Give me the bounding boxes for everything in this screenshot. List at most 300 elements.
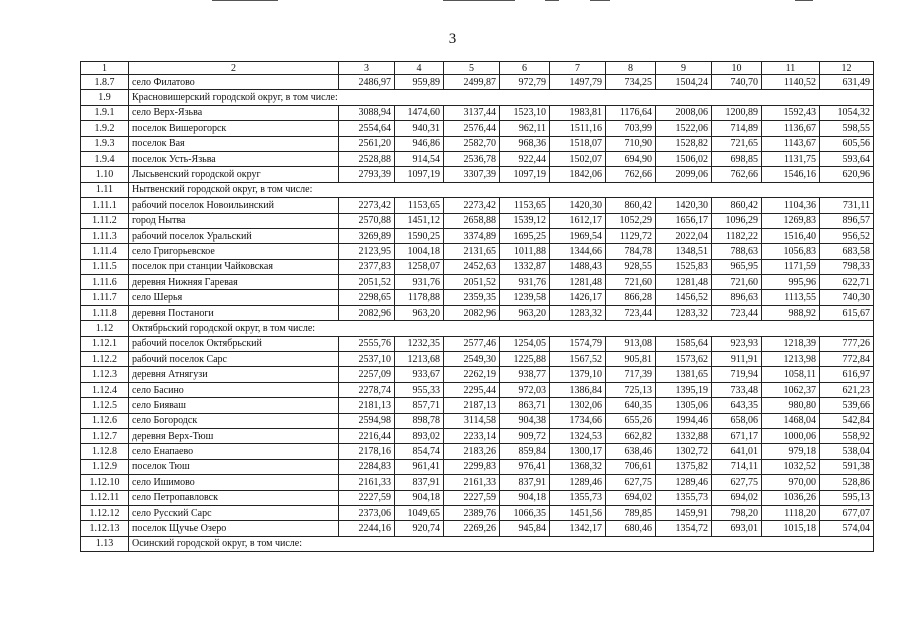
value-cell: 542,84 xyxy=(820,413,874,428)
value-cell: 631,49 xyxy=(820,75,874,90)
value-cell: 1695,25 xyxy=(500,228,550,243)
value-cell: 605,56 xyxy=(820,136,874,151)
row-code: 1.11.4 xyxy=(81,244,129,259)
value-cell: 693,01 xyxy=(712,521,762,536)
value-cell: 911,91 xyxy=(712,352,762,367)
table-row xyxy=(81,336,874,351)
value-cell: 1289,46 xyxy=(550,475,606,490)
value-cell: 784,78 xyxy=(606,244,656,259)
row-name: Осинский городской округ, в том числе: xyxy=(129,536,874,551)
value-cell: 905,81 xyxy=(606,352,656,367)
value-cell: 1375,82 xyxy=(656,459,712,474)
value-cell: 731,11 xyxy=(820,198,874,213)
value-cell: 788,63 xyxy=(712,244,762,259)
value-cell: 931,76 xyxy=(500,275,550,290)
value-cell: 955,33 xyxy=(395,382,444,397)
value-cell: 959,89 xyxy=(395,75,444,90)
value-cell: 2051,52 xyxy=(444,275,500,290)
row-name: рабочий поселок Октябрьский xyxy=(129,336,339,351)
table-body xyxy=(81,62,874,552)
row-code: 1.10 xyxy=(81,167,129,182)
value-cell: 1289,46 xyxy=(656,475,712,490)
value-cell: 2536,78 xyxy=(444,151,500,166)
row-code: 1.12.4 xyxy=(81,382,129,397)
value-cell: 2528,88 xyxy=(339,151,395,166)
value-cell: 1015,18 xyxy=(762,521,820,536)
value-cell: 1506,02 xyxy=(656,151,712,166)
value-cell: 963,20 xyxy=(395,305,444,320)
value-cell: 798,33 xyxy=(820,259,874,274)
row-code: 1.11.2 xyxy=(81,213,129,228)
value-cell: 1381,65 xyxy=(656,367,712,382)
row-code: 1.12.12 xyxy=(81,505,129,520)
value-cell: 898,78 xyxy=(395,413,444,428)
value-cell: 979,18 xyxy=(762,444,820,459)
value-cell: 1176,64 xyxy=(606,105,656,120)
value-cell: 2273,42 xyxy=(444,198,500,213)
table-row xyxy=(81,121,874,136)
value-cell: 837,91 xyxy=(500,475,550,490)
table-row xyxy=(81,151,874,166)
table-row xyxy=(81,198,874,213)
value-cell: 1239,58 xyxy=(500,290,550,305)
row-name: рабочий поселок Новоильинский xyxy=(129,198,339,213)
value-cell: 2499,87 xyxy=(444,75,500,90)
table-row xyxy=(81,382,874,397)
value-cell: 671,17 xyxy=(712,428,762,443)
value-cell: 922,44 xyxy=(500,151,550,166)
value-cell: 721,65 xyxy=(712,136,762,151)
row-code: 1.11 xyxy=(81,182,129,197)
row-name: поселок Вишерогорск xyxy=(129,121,339,136)
table-row xyxy=(81,275,874,290)
value-cell: 2227,59 xyxy=(339,490,395,505)
value-cell: 2051,52 xyxy=(339,275,395,290)
row-name: село Богородск xyxy=(129,413,339,428)
value-cell: 2561,20 xyxy=(339,136,395,151)
value-cell: 928,55 xyxy=(606,259,656,274)
value-cell: 2295,44 xyxy=(444,382,500,397)
value-cell: 1066,35 xyxy=(500,505,550,520)
row-code: 1.12.13 xyxy=(81,521,129,536)
value-cell: 3137,44 xyxy=(444,105,500,120)
value-cell: 1656,17 xyxy=(656,213,712,228)
value-cell: 539,66 xyxy=(820,398,874,413)
value-cell: 1612,17 xyxy=(550,213,606,228)
value-cell: 1502,07 xyxy=(550,151,606,166)
value-cell: 694,02 xyxy=(606,490,656,505)
row-code: 1.12.9 xyxy=(81,459,129,474)
value-cell: 1283,32 xyxy=(550,305,606,320)
value-cell: 904,18 xyxy=(500,490,550,505)
value-cell: 2269,26 xyxy=(444,521,500,536)
value-cell: 703,99 xyxy=(606,121,656,136)
value-cell: 1302,06 xyxy=(550,398,606,413)
value-cell: 2123,95 xyxy=(339,244,395,259)
value-cell: 2284,83 xyxy=(339,459,395,474)
value-cell: 2452,63 xyxy=(444,259,500,274)
table-row xyxy=(81,352,874,367)
value-cell: 1368,32 xyxy=(550,459,606,474)
table-row xyxy=(81,259,874,274)
value-cell: 1511,16 xyxy=(550,121,606,136)
value-cell: 1574,79 xyxy=(550,336,606,351)
value-cell: 680,46 xyxy=(606,521,656,536)
value-cell: 762,66 xyxy=(606,167,656,182)
value-cell: 1592,43 xyxy=(762,105,820,120)
value-cell: 2359,35 xyxy=(444,290,500,305)
value-cell: 1504,24 xyxy=(656,75,712,90)
row-name: село Шерья xyxy=(129,290,339,305)
value-cell: 860,42 xyxy=(712,198,762,213)
value-cell: 1140,52 xyxy=(762,75,820,90)
value-cell: 1213,98 xyxy=(762,352,820,367)
row-code: 1.12.2 xyxy=(81,352,129,367)
header-cell: 1 xyxy=(81,62,129,75)
value-cell: 595,13 xyxy=(820,490,874,505)
top-rule-mid-3 xyxy=(590,0,610,1)
table-row xyxy=(81,413,874,428)
row-name: село Басино xyxy=(129,382,339,397)
top-rule-right xyxy=(795,0,813,1)
value-cell: 3307,39 xyxy=(444,167,500,182)
value-cell: 1355,73 xyxy=(550,490,606,505)
table-row xyxy=(81,228,874,243)
value-cell: 762,66 xyxy=(712,167,762,182)
value-cell: 976,41 xyxy=(500,459,550,474)
value-cell: 2299,83 xyxy=(444,459,500,474)
value-cell: 1342,17 xyxy=(550,521,606,536)
value-cell: 620,96 xyxy=(820,167,874,182)
value-cell: 1426,17 xyxy=(550,290,606,305)
value-cell: 972,03 xyxy=(500,382,550,397)
top-rule-left xyxy=(212,0,278,1)
value-cell: 640,35 xyxy=(606,398,656,413)
value-cell: 2257,09 xyxy=(339,367,395,382)
value-cell: 615,67 xyxy=(820,305,874,320)
row-code: 1.12.11 xyxy=(81,490,129,505)
value-cell: 2131,65 xyxy=(444,244,500,259)
row-name: деревня Постаноги xyxy=(129,305,339,320)
value-cell: 995,96 xyxy=(762,275,820,290)
header-cell: 6 xyxy=(500,62,550,75)
value-cell: 1459,91 xyxy=(656,505,712,520)
row-name: Красновишерский городской округ, в том числе: xyxy=(129,90,874,105)
value-cell: 3114,58 xyxy=(444,413,500,428)
table-row xyxy=(81,213,874,228)
value-cell: 2227,59 xyxy=(444,490,500,505)
value-cell: 1379,10 xyxy=(550,367,606,382)
value-cell: 1036,26 xyxy=(762,490,820,505)
row-code: 1.12.5 xyxy=(81,398,129,413)
value-cell: 3269,89 xyxy=(339,228,395,243)
row-code: 1.11.8 xyxy=(81,305,129,320)
header-cell: 12 xyxy=(820,62,874,75)
value-cell: 913,08 xyxy=(606,336,656,351)
value-cell: 777,26 xyxy=(820,336,874,351)
value-cell: 2577,46 xyxy=(444,336,500,351)
value-cell: 1468,04 xyxy=(762,413,820,428)
value-cell: 1528,82 xyxy=(656,136,712,151)
row-code: 1.9.3 xyxy=(81,136,129,151)
value-cell: 698,85 xyxy=(712,151,762,166)
row-code: 1.13 xyxy=(81,536,129,551)
value-cell: 923,93 xyxy=(712,336,762,351)
value-cell: 1842,06 xyxy=(550,167,606,182)
value-cell: 2161,33 xyxy=(339,475,395,490)
table-row xyxy=(81,475,874,490)
row-code: 1.11.6 xyxy=(81,275,129,290)
value-cell: 1213,68 xyxy=(395,352,444,367)
value-cell: 1129,72 xyxy=(606,228,656,243)
value-cell: 1056,83 xyxy=(762,244,820,259)
value-cell: 1225,88 xyxy=(500,352,550,367)
header-cell: 4 xyxy=(395,62,444,75)
header-cell: 3 xyxy=(339,62,395,75)
value-cell: 980,80 xyxy=(762,398,820,413)
value-cell: 1000,06 xyxy=(762,428,820,443)
value-cell: 643,35 xyxy=(712,398,762,413)
value-cell: 1096,29 xyxy=(712,213,762,228)
row-name: село Ишимово xyxy=(129,475,339,490)
value-cell: 2099,06 xyxy=(656,167,712,182)
row-code: 1.12.7 xyxy=(81,428,129,443)
value-cell: 1171,59 xyxy=(762,259,820,274)
table-row xyxy=(81,136,874,151)
table-row xyxy=(81,367,874,382)
value-cell: 538,04 xyxy=(820,444,874,459)
table-row xyxy=(81,305,874,320)
value-cell: 1281,48 xyxy=(550,275,606,290)
value-cell: 1143,67 xyxy=(762,136,820,151)
value-cell: 2549,30 xyxy=(444,352,500,367)
value-cell: 2178,16 xyxy=(339,444,395,459)
header-cell: 10 xyxy=(712,62,762,75)
value-cell: 920,74 xyxy=(395,521,444,536)
value-cell: 904,18 xyxy=(395,490,444,505)
value-cell: 2582,70 xyxy=(444,136,500,151)
value-cell: 1153,65 xyxy=(395,198,444,213)
row-code: 1.12.10 xyxy=(81,475,129,490)
value-cell: 946,86 xyxy=(395,136,444,151)
value-cell: 1332,88 xyxy=(656,428,712,443)
value-cell: 2377,83 xyxy=(339,259,395,274)
value-cell: 970,00 xyxy=(762,475,820,490)
value-cell: 857,71 xyxy=(395,398,444,413)
table-row xyxy=(81,167,874,182)
value-cell: 2658,88 xyxy=(444,213,500,228)
value-cell: 638,46 xyxy=(606,444,656,459)
value-cell: 961,41 xyxy=(395,459,444,474)
value-cell: 2181,13 xyxy=(339,398,395,413)
value-cell: 717,39 xyxy=(606,367,656,382)
value-cell: 1488,43 xyxy=(550,259,606,274)
row-name: поселок при станции Чайковская xyxy=(129,259,339,274)
value-cell: 933,67 xyxy=(395,367,444,382)
value-cell: 723,44 xyxy=(712,305,762,320)
row-code: 1.9 xyxy=(81,90,129,105)
section-row xyxy=(81,90,874,105)
value-cell: 2278,74 xyxy=(339,382,395,397)
value-cell: 2273,42 xyxy=(339,198,395,213)
row-name: поселок Щучье Озеро xyxy=(129,521,339,536)
value-cell: 2008,06 xyxy=(656,105,712,120)
value-cell: 931,76 xyxy=(395,275,444,290)
value-cell: 694,02 xyxy=(712,490,762,505)
top-rule-mid-2 xyxy=(545,0,559,1)
value-cell: 1153,65 xyxy=(500,198,550,213)
value-cell: 2373,06 xyxy=(339,505,395,520)
value-cell: 965,95 xyxy=(712,259,762,274)
row-name: село Филатово xyxy=(129,75,339,90)
value-cell: 1178,88 xyxy=(395,290,444,305)
value-cell: 860,42 xyxy=(606,198,656,213)
value-cell: 1573,62 xyxy=(656,352,712,367)
value-cell: 940,31 xyxy=(395,121,444,136)
value-cell: 789,85 xyxy=(606,505,656,520)
row-name: село Русский Сарс xyxy=(129,505,339,520)
value-cell: 1054,32 xyxy=(820,105,874,120)
value-cell: 1969,54 xyxy=(550,228,606,243)
value-cell: 2262,19 xyxy=(444,367,500,382)
value-cell: 1305,06 xyxy=(656,398,712,413)
value-cell: 528,86 xyxy=(820,475,874,490)
value-cell: 2216,44 xyxy=(339,428,395,443)
table-row xyxy=(81,398,874,413)
value-cell: 1994,46 xyxy=(656,413,712,428)
value-cell: 1497,79 xyxy=(550,75,606,90)
row-code: 1.12.1 xyxy=(81,336,129,351)
value-cell: 798,20 xyxy=(712,505,762,520)
value-cell: 1546,16 xyxy=(762,167,820,182)
value-cell: 662,82 xyxy=(606,428,656,443)
value-cell: 1395,19 xyxy=(656,382,712,397)
value-cell: 740,70 xyxy=(712,75,762,90)
value-cell: 1451,56 xyxy=(550,505,606,520)
row-name: поселок Тюш xyxy=(129,459,339,474)
value-cell: 677,07 xyxy=(820,505,874,520)
value-cell: 706,61 xyxy=(606,459,656,474)
value-cell: 1269,83 xyxy=(762,213,820,228)
value-cell: 641,01 xyxy=(712,444,762,459)
value-cell: 859,84 xyxy=(500,444,550,459)
value-cell: 2555,76 xyxy=(339,336,395,351)
row-name: рабочий поселок Сарс xyxy=(129,352,339,367)
row-name: поселок Усть-Язьва xyxy=(129,151,339,166)
value-cell: 1324,53 xyxy=(550,428,606,443)
value-cell: 2244,16 xyxy=(339,521,395,536)
value-cell: 1104,36 xyxy=(762,198,820,213)
header-cell: 8 xyxy=(606,62,656,75)
value-cell: 945,84 xyxy=(500,521,550,536)
row-name: Лысьвенский городской округ xyxy=(129,167,339,182)
table-row xyxy=(81,105,874,120)
header-cell: 2 xyxy=(129,62,339,75)
row-name: Нытвенский городской округ, в том числе: xyxy=(129,182,874,197)
value-cell: 2537,10 xyxy=(339,352,395,367)
value-cell: 714,89 xyxy=(712,121,762,136)
value-cell: 1983,81 xyxy=(550,105,606,120)
value-cell: 655,26 xyxy=(606,413,656,428)
value-cell: 627,75 xyxy=(606,475,656,490)
value-cell: 627,75 xyxy=(712,475,762,490)
value-cell: 1300,17 xyxy=(550,444,606,459)
value-cell: 2233,14 xyxy=(444,428,500,443)
table-row xyxy=(81,505,874,520)
value-cell: 1200,89 xyxy=(712,105,762,120)
row-name: Октябрьский городской округ, в том числе: xyxy=(129,321,874,336)
value-cell: 854,74 xyxy=(395,444,444,459)
table-row xyxy=(81,444,874,459)
value-cell: 1032,52 xyxy=(762,459,820,474)
value-cell: 1049,65 xyxy=(395,505,444,520)
value-cell: 896,57 xyxy=(820,213,874,228)
value-cell: 622,71 xyxy=(820,275,874,290)
value-cell: 904,38 xyxy=(500,413,550,428)
row-code: 1.9.1 xyxy=(81,105,129,120)
row-name: деревня Верх-Тюш xyxy=(129,428,339,443)
value-cell: 1283,32 xyxy=(656,305,712,320)
value-cell: 593,64 xyxy=(820,151,874,166)
value-cell: 2486,97 xyxy=(339,75,395,90)
header-cell: 9 xyxy=(656,62,712,75)
value-cell: 2082,96 xyxy=(339,305,395,320)
value-cell: 1254,05 xyxy=(500,336,550,351)
row-code: 1.11.5 xyxy=(81,259,129,274)
value-cell: 938,77 xyxy=(500,367,550,382)
value-cell: 2183,26 xyxy=(444,444,500,459)
value-cell: 725,13 xyxy=(606,382,656,397)
header-cell: 7 xyxy=(550,62,606,75)
value-cell: 968,36 xyxy=(500,136,550,151)
value-cell: 621,23 xyxy=(820,382,874,397)
row-name: село Верх-Язьва xyxy=(129,105,339,120)
value-cell: 1456,52 xyxy=(656,290,712,305)
row-code: 1.9.4 xyxy=(81,151,129,166)
value-cell: 558,92 xyxy=(820,428,874,443)
row-name: деревня Нижняя Гаревая xyxy=(129,275,339,290)
value-cell: 1420,30 xyxy=(656,198,712,213)
table-row xyxy=(81,490,874,505)
section-row xyxy=(81,182,874,197)
value-cell: 2576,44 xyxy=(444,121,500,136)
value-cell: 893,02 xyxy=(395,428,444,443)
value-cell: 972,79 xyxy=(500,75,550,90)
value-cell: 574,04 xyxy=(820,521,874,536)
value-cell: 963,20 xyxy=(500,305,550,320)
value-cell: 956,52 xyxy=(820,228,874,243)
value-cell: 914,54 xyxy=(395,151,444,166)
value-cell: 1182,22 xyxy=(712,228,762,243)
value-cell: 1344,66 xyxy=(550,244,606,259)
value-cell: 1355,73 xyxy=(656,490,712,505)
value-cell: 1136,67 xyxy=(762,121,820,136)
row-name: город Нытва xyxy=(129,213,339,228)
value-cell: 1218,39 xyxy=(762,336,820,351)
table-row xyxy=(81,75,874,90)
row-code: 1.12.3 xyxy=(81,367,129,382)
value-cell: 1004,18 xyxy=(395,244,444,259)
value-cell: 1258,07 xyxy=(395,259,444,274)
value-cell: 2554,64 xyxy=(339,121,395,136)
value-cell: 1386,84 xyxy=(550,382,606,397)
value-cell: 1585,64 xyxy=(656,336,712,351)
tariff-table xyxy=(80,61,874,552)
value-cell: 683,58 xyxy=(820,244,874,259)
value-cell: 710,90 xyxy=(606,136,656,151)
table-row xyxy=(81,521,874,536)
value-cell: 1734,66 xyxy=(550,413,606,428)
